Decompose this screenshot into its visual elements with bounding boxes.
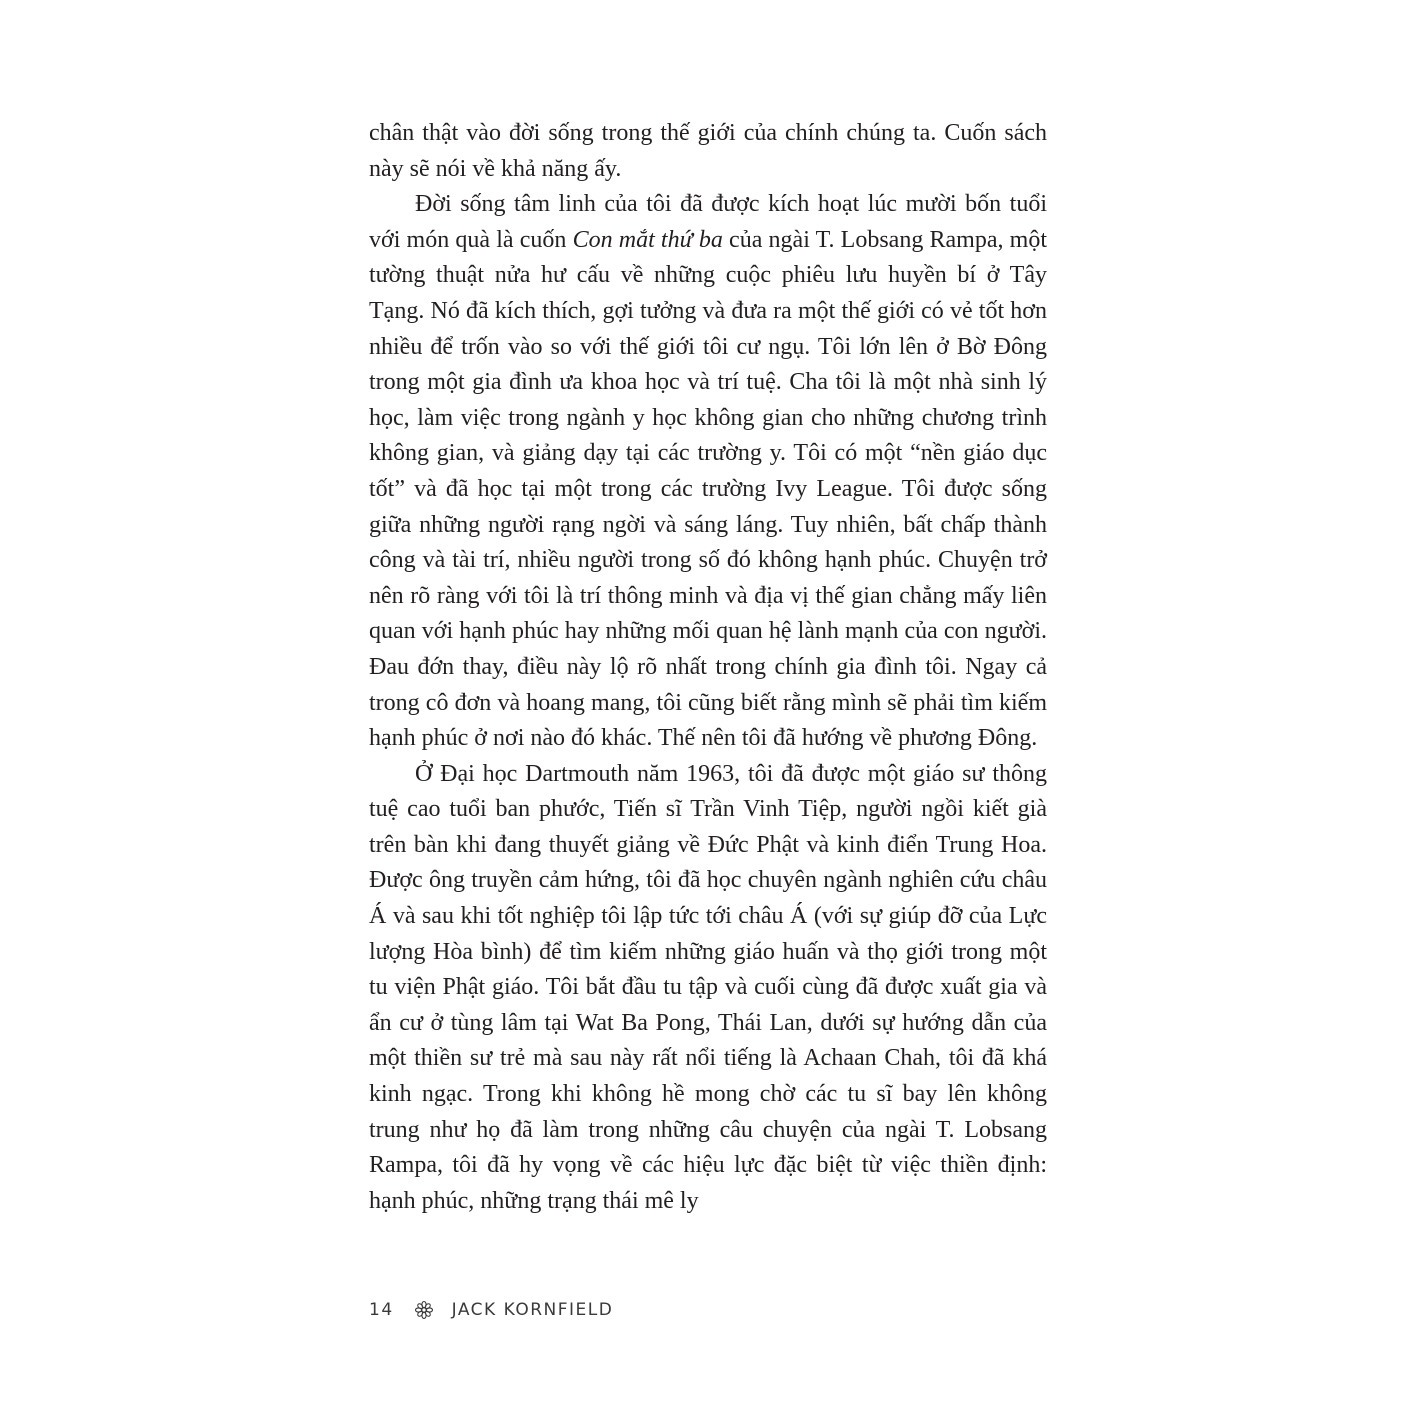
book-title: Con mắt thứ ba [572, 226, 723, 253]
paragraph-2-text-b: của ngài T. Lobsang Rampa, một tường thuật nửa hư cấu về những cuộc phiêu lưu huyền bí ở Tây Tạng. Nó đã kích thích, gợi tưởng và đưa ra một thế giới có vẻ tốt hơn nhiều để trốn vào so với thế giới tôi cư ngụ. Tôi lớn lên ở Bờ Đông trong một gia đình ưa khoa học và trí tuệ. Cha tôi là một nhà sinh lý học, làm việc trong ngành y học không gian cho những chương trình không gian, và giảng dạy tại các trường y. Tôi có một “nền giáo dục tốt” và đã học tại một trong các trường Ivy League. Tôi được sống giữa những người rạng ngời và sáng láng. Tuy nhiên, bất chấp thành công và tài trí, nhiều người trong số đó không hạnh phúc. Chuyện trở nên rõ ràng với tôi là trí thông minh và địa vị thế gian chẳng mấy liên quan với hạnh phúc hay những mối quan hệ lành mạnh của con người. Đau đớn thay, điều này lộ rõ nhất trong chính gia đình tôi. Ngay cả trong cô đơn và hoang mang, tôi cũng biết rằng mình sẽ phải tìm kiếm hạnh phúc ở nơi nào đó khác. Thế nên tôi đã hướng về phương Đông. [369, 226, 1047, 752]
paragraph-1: chân thật vào đời sống trong thế giới của chính chúng ta. Cuốn sách này sẽ nói về khả năng ấy. [369, 120, 1047, 182]
paragraph-3: Ở Đại học Dartmouth năm 1963, tôi đã được một giáo sư thông tuệ cao tuổi ban phước, Tiến sĩ Trần Vinh Tiệp, người ngồi kiết già trên bàn khi đang thuyết giảng về Đức Phật và kinh điển Trung Hoa. Được ông truyền cảm hứng, tôi đã học chuyên ngành nghiên cứu châu Á và sau khi tốt nghiệp tôi lập tức tới châu Á (với sự giúp đỡ của Lực lượng Hòa bình) để tìm kiếm những giáo huấn và thọ giới trong một tu viện Phật giáo. Tôi bắt đầu tu tập và cuối cùng đã được xuất gia và ẩn cư ở tùng lâm tại Wat Ba Pong, Thái Lan, dưới sự hướng dẫn của một thiền sư trẻ mà sau này rất nổi tiếng là Achaan Chah, tôi đã khá kinh ngạc. Trong khi không hề mong chờ các tu sĩ bay lên không trung như họ đã làm trong những câu chuyện của ngài T. Lobsang Rampa, tôi đã hy vọng về các hiệu lực đặc biệt từ việc thiền định: hạnh phúc, những trạng thái mê ly [369, 760, 1047, 1214]
author-name: JACK KORNFIELD [451, 1300, 614, 1320]
flower-ornament-icon [414, 1300, 434, 1320]
paragraph-2-text-a: Đời sống tâm linh của tôi đã được kích hoạt lúc mười bốn tuổi với món quà là cuốn [369, 191, 1047, 253]
page-number: 14 [369, 1300, 394, 1320]
page-footer [369, 1297, 613, 1323]
paragraph-2 [369, 187, 1047, 757]
body-text [369, 116, 1047, 1219]
